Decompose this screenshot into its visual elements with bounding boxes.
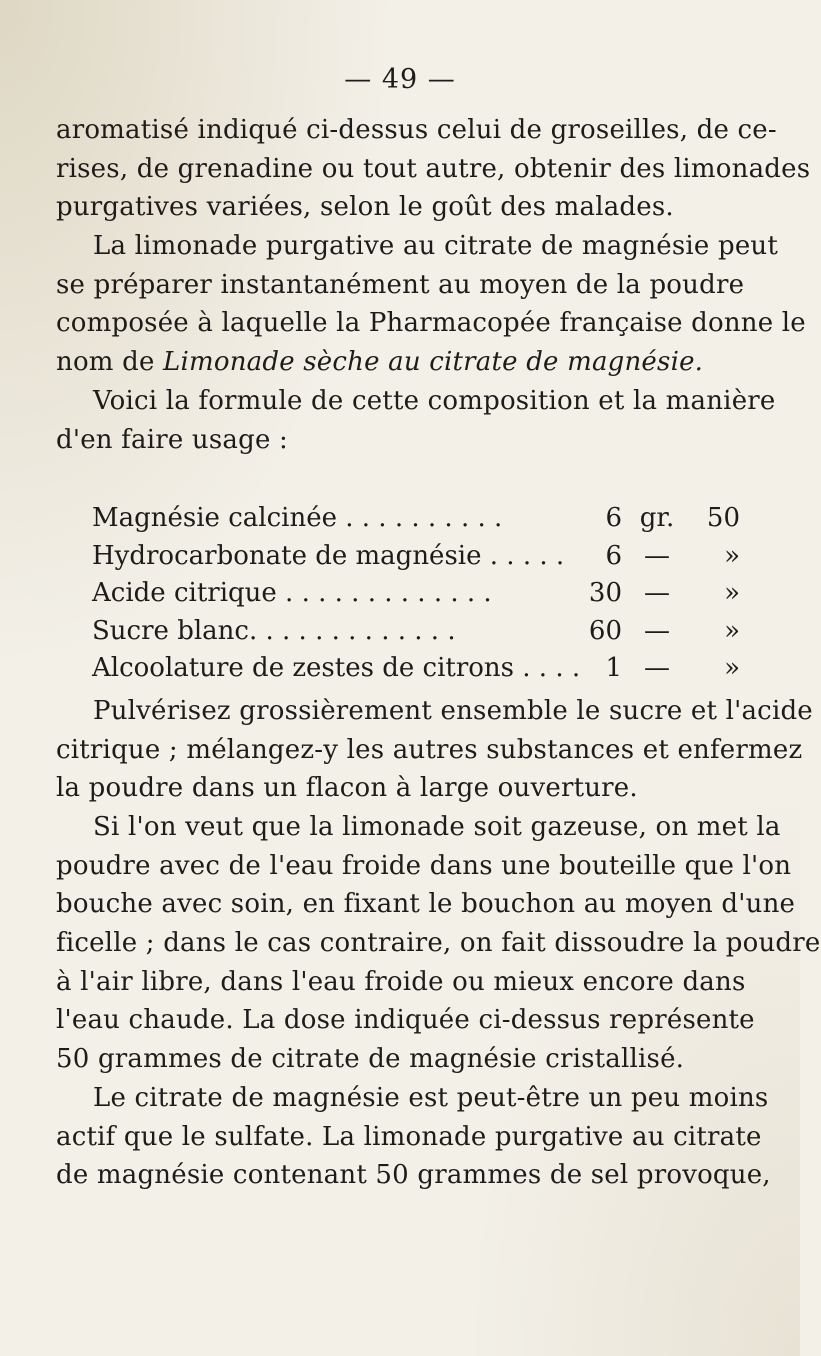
ingredient-name: Magnésie calcinée . . . . . . . . . . (92, 503, 503, 533)
ingredient-name: Alcoolature de zestes de citrons . . . . (92, 653, 581, 683)
paragraph-formula-intro (56, 382, 776, 459)
text-line: aromatisé indiqué ci-dessus celui de groseilles, de ce- (56, 115, 777, 145)
ingredient-quantity: 6 (605, 503, 622, 533)
ingredient-fraction: » (724, 615, 740, 646)
ingredient-unit: — (644, 615, 670, 646)
text-line: 50 grammes de citrate de magnésie cristallisé. (56, 1044, 685, 1075)
page-number: — 49 — (344, 64, 456, 95)
ingredient-unit: — (644, 653, 670, 683)
ingredient-quantity: 30 (588, 578, 622, 608)
ingredient-unit: gr. (639, 503, 675, 533)
intro-paragraph (56, 111, 811, 227)
ingredient-unit: — (644, 578, 670, 608)
text-line: la poudre dans un flacon à large ouverture. (56, 773, 638, 804)
text-line: l'eau chaude. La dose indiquée ci-dessus représente (56, 1005, 755, 1036)
paragraph-gazeuse (56, 808, 821, 1079)
text-line: de magnésie contenant 50 grammes de sel provoque, (56, 1160, 771, 1191)
text-line: La limonade purgative au citrate de magnésie peut (93, 231, 779, 261)
text-line: Voici la formule de cette composition et la manière (93, 386, 776, 416)
ingredient-unit: — (644, 540, 670, 571)
recipe-row (92, 613, 740, 651)
recipe-table (92, 500, 740, 688)
ingredient-fraction: » (724, 653, 740, 683)
text-line: ficelle ; dans le cas contraire, on fait dissoudre la poudre (56, 928, 821, 959)
paragraph-preparation (56, 692, 813, 808)
recipe-row (92, 575, 740, 613)
ingredient-fraction: 50 (706, 503, 740, 533)
text-line: citrique ; mélangez-y les autres substances et enfermez (56, 734, 803, 765)
text-line: Le citrate de magnésie est peut-être un peu moins (93, 1083, 769, 1113)
italic-product-name: Limonade sèche au citrate de magnésie. (163, 347, 704, 378)
text-line: poudre avec de l'eau froide dans une bouteille que l'on (56, 850, 792, 881)
paragraph-comparison (56, 1079, 771, 1195)
paragraph-limonade-seche (56, 227, 806, 382)
ingredient-name: Hydrocarbonate de magnésie . . . . . (92, 540, 565, 571)
ingredient-name: Sucre blanc. . . . . . . . . . . . . (92, 615, 456, 646)
text-line: rises, de grenadine ou tout autre, obtenir des limonades (56, 153, 811, 184)
ingredient-quantity: 1 (605, 653, 622, 683)
ingredient-fraction: » (724, 578, 740, 608)
text-line: à l'air libre, dans l'eau froide ou mieux encore dans (56, 966, 746, 997)
text-line: actif que le sulfate. La limonade purgative au citrate (56, 1121, 762, 1152)
recipe-row (92, 538, 740, 576)
text-line: bouche avec soin, en fixant le bouchon au moyen d'une (56, 889, 796, 920)
recipe-row (92, 650, 740, 688)
ingredient-quantity: 6 (605, 540, 622, 571)
text-line: purgatives variées, selon le goût des malades. (56, 192, 674, 223)
text-fragment: nom de (56, 347, 164, 378)
text-line: d'en faire usage : (56, 424, 288, 455)
text-line: composée à laquelle la Pharmacopée française donne le (56, 308, 806, 339)
text-line (56, 343, 740, 382)
text-line: Si l'on veut que la limonade soit gazeuse, on met la (93, 812, 781, 842)
ingredient-quantity: 60 (588, 615, 622, 646)
text-line: se préparer instantanément au moyen de la poudre (56, 269, 745, 300)
recipe-row (92, 500, 740, 538)
text-line: Pulvérisez grossièrement ensemble le sucre et l'acide (93, 696, 813, 726)
ingredient-name: Acide citrique . . . . . . . . . . . . . (92, 578, 492, 608)
ingredient-fraction: » (724, 540, 740, 571)
